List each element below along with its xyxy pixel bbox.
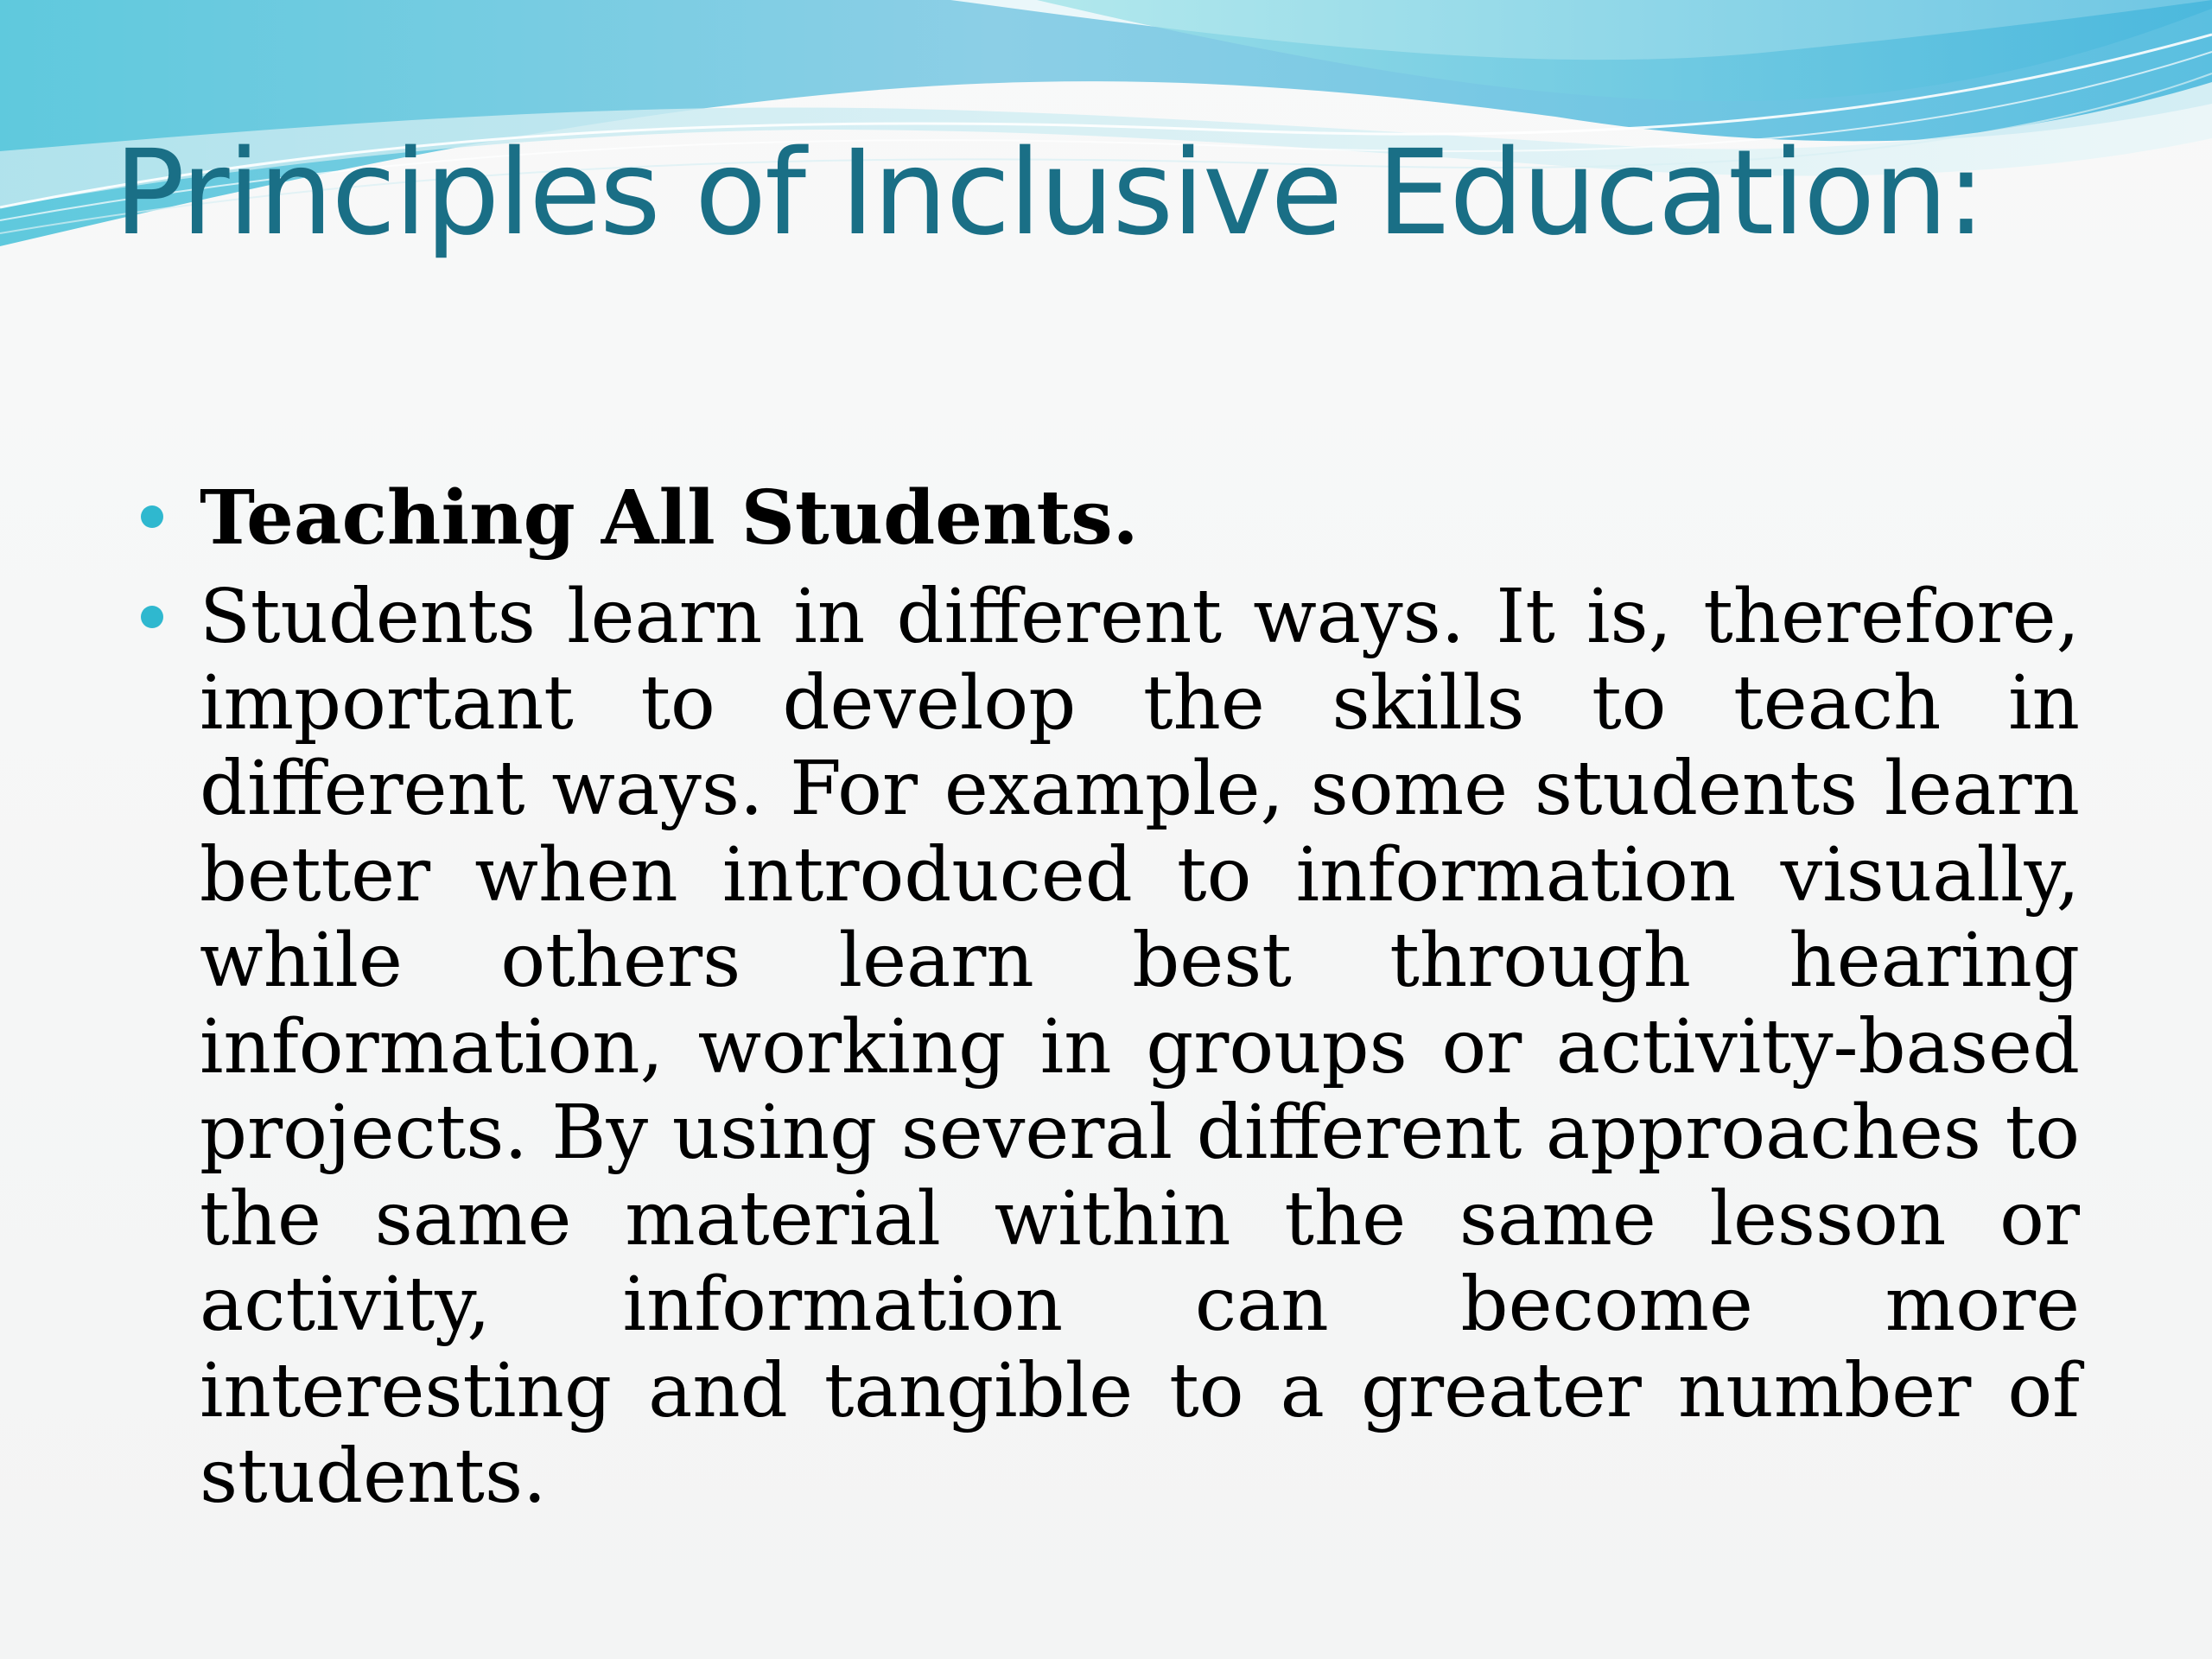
bullet-text: Teaching All Students. (200, 474, 1139, 562)
bullet-dot-icon (141, 505, 163, 528)
bullet-text: Students learn in different ways. It is, therefore, important to develop the skills to teach in different ways. For example, some students learn better when introduced to information visually, while others learn best through hearing information, working in groups or activity-based projects. By using several different approaches to the same material within the same lesson or activity, information can become more interesting and tangible to a greater number of students. (200, 574, 2080, 1520)
bullet-dot-icon (141, 606, 163, 628)
slide-title: Principles of Inclusive Education: (114, 125, 1985, 262)
bullet-item (134, 471, 2080, 566)
bullet-item (134, 575, 2080, 1521)
bullet-list (134, 471, 2080, 1521)
